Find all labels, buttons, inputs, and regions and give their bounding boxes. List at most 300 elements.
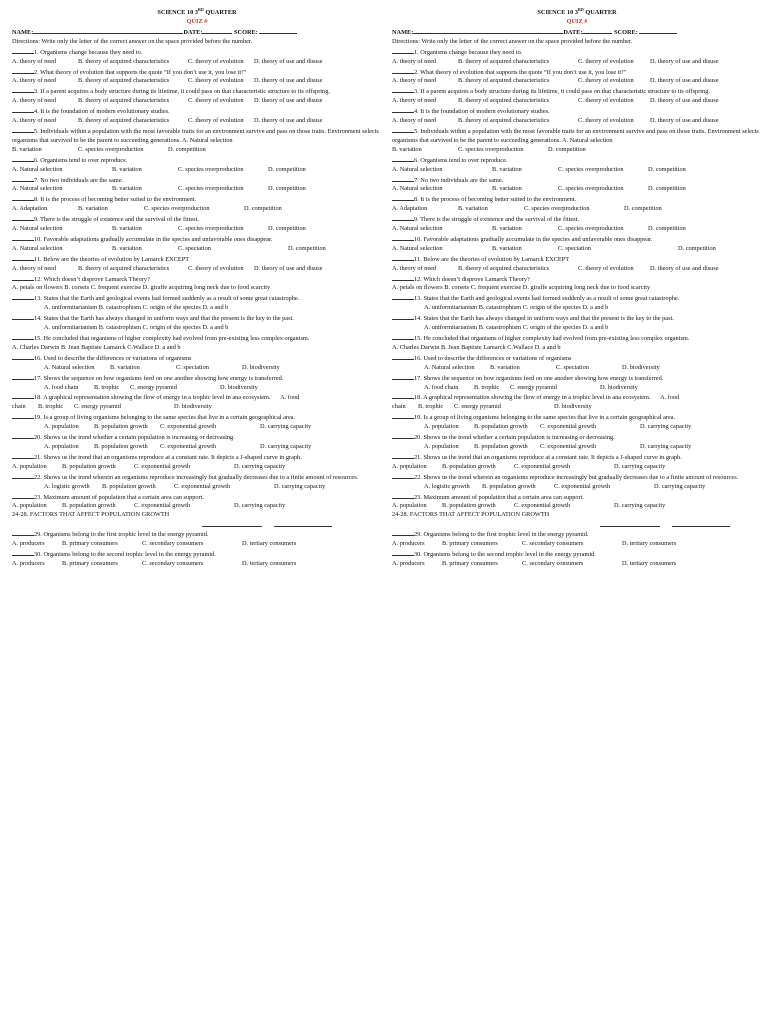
choice-c: C. species overproduction (458, 145, 524, 153)
question-18 (12, 392, 382, 403)
answer-blank[interactable] (12, 529, 34, 536)
choice-c: C. exponential growth (540, 442, 597, 450)
score-label: SCORE: (234, 28, 258, 36)
choice-c: C. theory of evolution (578, 57, 634, 65)
choice-d: D. tertiary consumers (242, 559, 297, 567)
answer-blank[interactable] (392, 549, 414, 556)
choice-d: D. theory of use and disuse (650, 117, 719, 125)
question-12 (12, 274, 382, 285)
choice-b: B. trophic (474, 383, 500, 391)
choices-9 (392, 225, 762, 234)
choice-b: B. trophic (418, 403, 444, 411)
choice-b: B. population growth (94, 423, 148, 431)
choice-c: C. exponential growth (174, 482, 231, 490)
answer-blank[interactable] (392, 67, 414, 74)
choice-a: A. Adaptation (392, 205, 428, 213)
choice-d: D. biodiversity (174, 403, 212, 411)
question-17 (392, 373, 762, 384)
factors-blanks (392, 520, 762, 529)
question-text: 9. There is the struggle of existence and the survival of the fittest. (34, 216, 199, 224)
question-21 (392, 452, 762, 463)
question-text: 23. Maximum amount of population that a certain area can support. (414, 493, 584, 501)
choice-d: D. competition (244, 205, 282, 213)
choice-c: C. speciation (178, 244, 211, 252)
question-17 (12, 373, 382, 384)
choice-c: C. exponential growth (514, 502, 571, 510)
choice-c: C. energy pyramid (74, 403, 121, 411)
choice-d: D. competition (648, 165, 686, 173)
answer-blank[interactable] (392, 293, 414, 300)
choices-2 (392, 77, 762, 86)
choices-11 (12, 265, 382, 274)
choice-c: C. theory of evolution (188, 97, 244, 105)
quarter-label: QUARTER (203, 9, 237, 17)
answer-blank[interactable] (392, 392, 414, 399)
choices-29 (392, 540, 762, 549)
date-label: DATE: (563, 28, 583, 36)
question-8 (392, 194, 762, 205)
question-text: 21. Shows us the trend that an organisms reproduce at a constant rate. It depicts a J-shaped curve in graph. (414, 453, 682, 461)
choice-d: D. competition (548, 145, 586, 153)
choice-b: B. primary consumers (62, 559, 118, 567)
choice-a: A. population (44, 442, 79, 450)
choice-d: D. biodiversity (600, 383, 638, 391)
answer-blank[interactable] (392, 194, 414, 201)
answer-blank[interactable] (12, 293, 34, 300)
answer-blank[interactable] (12, 549, 34, 556)
question-text: 21. Shows us the trend that an organisms reproduce at a constant rate. It depicts a J-shaped curve in graph. (34, 453, 302, 461)
question-4 (12, 106, 382, 117)
choice-c: C. secondary consumers (142, 540, 204, 548)
choice-a: A. theory of need (392, 77, 437, 85)
question-text: 7. No two individuals are the same. (34, 176, 124, 184)
answer-blank[interactable] (12, 432, 34, 439)
choice-b: B. population growth (442, 462, 496, 470)
choice-d: D. tertiary consumers (622, 540, 677, 548)
factors-heading: 24-28. FACTORS THAT AFFECT POPULATION GROWTH (392, 511, 550, 519)
question-text: 29. Organisms belong to the first trophic level in the energy pyramid. (34, 531, 209, 539)
question-10 (12, 234, 382, 245)
question-text: 4. It is the foundation of modern evolutionary studies. (34, 108, 170, 116)
choices-15: A. Charles Darwin B. Jean Baptiste Lamarck C.Wallace D. a and b (12, 343, 181, 351)
question-text: 4. It is the foundation of modern evolutionary studies. (414, 108, 550, 116)
choice-a: A. food (660, 394, 680, 402)
question-text: 11. Below are the theories of evolution by Lamarck EXCEPT (414, 255, 570, 263)
choice-d: D. biodiversity (622, 363, 660, 371)
answer-blank[interactable] (12, 333, 34, 340)
choices-3 (12, 97, 382, 106)
question-7 (392, 175, 762, 186)
question-text: 17. Shows the sequence on how organisms feed on one another showing how energy is transferred. (34, 374, 284, 382)
choice-d: D. competition (268, 225, 306, 233)
question-23 (392, 492, 762, 503)
answer-blank[interactable] (12, 155, 34, 162)
choice-a: A. population (392, 502, 427, 510)
choice-a: A. population (424, 442, 459, 450)
choice-d: D. carrying capacity (640, 442, 692, 450)
question-2 (392, 67, 762, 78)
question-text: 23. Maximum amount of population that a certain area can support. (34, 493, 204, 501)
choice-d: D. carrying capacity (260, 442, 312, 450)
choice-b: B. theory of acquired characteristics (78, 57, 170, 65)
question-21 (12, 452, 382, 463)
answer-blank[interactable] (392, 492, 414, 499)
choices-13: A. uniformitarianism B. catastrophism C. origin of the species D. a and b (44, 304, 229, 312)
answer-blank[interactable] (12, 126, 34, 133)
choice-c: C. species overproduction (178, 165, 244, 173)
answer-blank[interactable] (12, 353, 34, 360)
choice-c: C. theory of evolution (188, 77, 244, 85)
question-text: 6. Organisms tend to over reproduce. (414, 156, 508, 164)
quiz-number (12, 18, 382, 27)
choice-d: D. theory of use and disuse (650, 77, 719, 85)
choice-b: B. variation (490, 363, 520, 371)
question-text: 13. States that the Earth and geological events had formed suddenly as a result of some great catastrophe. (34, 295, 300, 303)
choice-b: B. theory of acquired characteristics (78, 97, 170, 105)
choice-a: A. food chain (424, 383, 459, 391)
answer-blank[interactable] (392, 155, 414, 162)
answer-blank[interactable] (12, 492, 34, 499)
answer-blank[interactable] (392, 234, 414, 241)
choices-16 (12, 364, 382, 373)
choice-b: B. variation (492, 165, 522, 173)
question-30 (392, 549, 762, 560)
choices-22 (392, 483, 762, 492)
question-13 (392, 293, 762, 304)
answer-blank[interactable] (12, 86, 34, 93)
question-19 (12, 412, 382, 423)
choice-a: A. Natural selection (182, 136, 233, 144)
choices-10 (12, 245, 382, 254)
choice-a: A. Natural selection (12, 225, 63, 233)
answer-blank[interactable] (392, 353, 414, 360)
score-blank[interactable] (259, 27, 297, 34)
answer-blank[interactable] (12, 254, 34, 261)
question-text: 30. Organisms belong to the second trophic level in the energy pyramid. (414, 551, 596, 559)
question-29 (12, 529, 382, 540)
question-text: 22. Shows us the trend wherein an organisms reproduce increasingly but gradually decreases due to a finite amount of resources. (414, 473, 739, 481)
choice-b: B. population growth (102, 482, 156, 490)
question-text: 8. It is the process of becoming better suited to the environment. (414, 196, 577, 204)
choice-b: B. theory of acquired characteristics (78, 264, 170, 272)
choice-a: A. population (424, 423, 459, 431)
question-23 (12, 492, 382, 503)
choices-21 (392, 463, 762, 472)
question-1 (12, 47, 382, 58)
choice-a: A. Natural selection (392, 244, 443, 252)
choice-d: D. theory of use and disuse (650, 264, 719, 272)
choices-2 (12, 77, 382, 86)
choices-11 (392, 265, 762, 274)
choices-16 (392, 364, 762, 373)
choice-a: A. theory of need (392, 264, 437, 272)
choice-c: C. species overproduction (144, 205, 210, 213)
quarter-label: QUARTER (583, 9, 617, 17)
question-3 (12, 86, 382, 97)
question-9 (12, 214, 382, 225)
question-4 (392, 106, 762, 117)
choice-a: A. theory of need (12, 117, 57, 125)
factors-blanks (12, 520, 382, 529)
choice-d: D. carrying capacity (654, 482, 706, 490)
answer-blank[interactable] (392, 86, 414, 93)
answer-blank[interactable] (12, 67, 34, 74)
question-text: 11. Below are the theories of evolution by Lamarck EXCEPT (34, 255, 190, 263)
choice-b: B. trophic (38, 403, 64, 411)
choices-8 (12, 205, 382, 214)
answer-blank[interactable] (12, 313, 34, 320)
choice-d: D. carrying capacity (614, 502, 666, 510)
answer-blank[interactable] (392, 412, 414, 419)
question-text: 16. Used to describe the differences or variations of organisms (414, 354, 572, 362)
name-label: NAME: (12, 28, 34, 36)
question-text: 22. Shows us the trend wherein an organisms reproduce increasingly but gradually decreases due to a finite amount of resources. (34, 473, 359, 481)
answer-blank[interactable] (12, 392, 34, 399)
choices-30 (392, 560, 762, 569)
choice-a: A. Natural selection (12, 244, 63, 252)
answer-blank[interactable] (12, 47, 34, 54)
choice-d: D. carrying capacity (614, 462, 666, 470)
choice-b: B. population growth (474, 423, 528, 431)
answer-blank[interactable] (392, 333, 414, 340)
choice-c: C. species overproduction (178, 185, 244, 193)
answer-blank[interactable] (202, 520, 262, 527)
name-blank[interactable] (413, 27, 563, 34)
name-date-score-row (12, 27, 382, 38)
choices-9 (12, 225, 382, 234)
question-text: 3. If a parent acquires a body structure during its lifetime, it could pass on that characteristic structure to its offspring. (34, 88, 330, 96)
choice-c: C. species overproduction (78, 145, 144, 153)
choice-b: B. variation (492, 244, 522, 252)
answer-blank[interactable] (392, 214, 414, 221)
choice-d: D. carrying capacity (260, 423, 312, 431)
choices-23 (392, 502, 762, 511)
question-text: 16. Used to describe the differences or variations of organisms (34, 354, 192, 362)
choice-c: C. exponential growth (160, 423, 217, 431)
question-text: 3. If a parent acquires a body structure during its lifetime, it could pass on that characteristic structure to its offspring. (414, 88, 710, 96)
choice-b: B. population growth (442, 502, 496, 510)
answer-blank[interactable] (392, 432, 414, 439)
question-text: 5. Individuals within a population with the most favorable traits for an environment survive and pass on those traits. Environment selects organisms that survived to be the parent to succeeding generations. (12, 127, 379, 144)
choice-a-continued: chain (12, 403, 26, 411)
choice-c: C. species overproduction (558, 225, 624, 233)
choices-6 (12, 166, 382, 175)
choice-a: A. food (280, 394, 300, 402)
choice-d: D. tertiary consumers (622, 559, 677, 567)
choice-c: C. theory of evolution (578, 117, 634, 125)
date-blank[interactable] (582, 27, 612, 34)
question-text: 15. He concluded that organisms of higher complexity had evolved from pre-existing less complex organism. (34, 335, 310, 342)
directions: Directions: Write only the letter of the correct answer on the space provided before the number. (12, 37, 253, 45)
choice-a: A. logistic growth (424, 482, 470, 490)
answer-blank[interactable] (392, 106, 414, 113)
choice-a: A. theory of need (12, 264, 57, 272)
choice-d: D. biodiversity (242, 363, 280, 371)
choice-d: D. biodiversity (554, 403, 592, 411)
choice-c: C. speciation (558, 244, 591, 252)
answer-blank[interactable] (392, 274, 414, 281)
choice-b: B. population growth (482, 482, 536, 490)
choice-b: B. theory of acquired characteristics (458, 57, 550, 65)
question-15 (392, 333, 762, 344)
question-16 (392, 353, 762, 364)
choice-a: A. theory of need (392, 97, 437, 105)
choices-12: A. petals on flowers B. corsets C. frequent exercise D. giraffe acquiring long neck due to food scarcity (392, 284, 651, 292)
answer-blank[interactable] (392, 175, 414, 182)
answer-blank[interactable] (274, 520, 332, 527)
choices-4 (392, 117, 762, 126)
question-text: 2. What theory of evolution that supports the quote “If you don’t use it, you lose it!” (414, 68, 627, 76)
choice-b: B. population growth (94, 442, 148, 450)
question-text: 5. Individuals within a population with the most favorable traits for an environment survive and pass on those traits. Environment selects organisms that survived to be the parent to succeeding generations. (392, 127, 759, 144)
answer-blank[interactable] (672, 520, 730, 527)
answer-blank[interactable] (600, 520, 660, 527)
choice-b: B. theory of acquired characteristics (458, 77, 550, 85)
choice-d: D. competition (648, 185, 686, 193)
question-6 (392, 155, 762, 166)
question-text: 8. It is the process of becoming better suited to the environment. (34, 196, 197, 204)
answer-blank[interactable] (392, 472, 414, 479)
choices-23 (12, 502, 382, 511)
question-text: 1. Organisms change because they need to. (414, 48, 523, 56)
question-5 (392, 126, 762, 146)
choices-22 (12, 483, 382, 492)
choice-d: D. theory of use and disuse (254, 57, 323, 65)
answer-blank[interactable] (12, 274, 34, 281)
choices-7 (392, 185, 762, 194)
question-30 (12, 549, 382, 560)
choices-14: A. uniformitarianism B. catastrophism C. origin of the species D. a and b (424, 324, 609, 332)
answer-blank[interactable] (392, 452, 414, 459)
question-2 (12, 67, 382, 78)
choices-10 (392, 245, 762, 254)
choice-a: A. food chain (44, 383, 79, 391)
choice-b: B. population growth (62, 502, 116, 510)
choice-b: B. variation (112, 165, 142, 173)
choices-12: A. petals on flowers B. corsets C. frequent exercise D. giraffe acquiring long neck due to food scarcity (12, 284, 271, 292)
question-18 (392, 392, 762, 403)
date-label: DATE: (183, 28, 203, 36)
choices-18 (392, 403, 762, 412)
question-8 (12, 194, 382, 205)
choice-a: A. population (392, 462, 427, 470)
answer-blank[interactable] (392, 126, 414, 133)
answer-blank[interactable] (12, 214, 34, 221)
choice-d: D. theory of use and disuse (650, 57, 719, 65)
answer-blank[interactable] (12, 412, 34, 419)
choice-a: A. population (12, 462, 47, 470)
choice-d: D. carrying capacity (274, 482, 326, 490)
choice-c: C. species overproduction (558, 165, 624, 173)
question-10 (392, 234, 762, 245)
choice-d: D. competition (268, 165, 306, 173)
choice-b: B. variation (78, 205, 108, 213)
choice-b: B. theory of acquired characteristics (458, 264, 550, 272)
question-19 (392, 412, 762, 423)
question-text: 10. Favorable adaptations gradually accumulate in the species and unfavorable ones disappear. (414, 235, 653, 243)
question-text: 15. He concluded that organisms of higher complexity had evolved from pre-existing less complex organism. (414, 335, 690, 342)
choice-d: D. carrying capacity (640, 423, 692, 431)
answer-blank[interactable] (12, 452, 34, 459)
choices-15: A. Charles Darwin B. Jean Baptiste Lamarck C.Wallace D. a and b (392, 343, 561, 351)
choices-17 (12, 384, 382, 393)
question-text: 29. Organisms belong to the first trophic level in the energy pyramid. (414, 531, 589, 539)
score-blank[interactable] (639, 27, 677, 34)
choice-d: D. tertiary consumers (242, 540, 297, 548)
answer-blank[interactable] (392, 529, 414, 536)
choices-1 (12, 58, 382, 67)
answer-blank[interactable] (392, 313, 414, 320)
choice-c: C. speciation (556, 363, 589, 371)
question-1 (392, 47, 762, 58)
answer-blank[interactable] (12, 234, 34, 241)
question-3 (392, 86, 762, 97)
choices-30 (12, 560, 382, 569)
choice-c: C. theory of evolution (578, 264, 634, 272)
name-date-score-row (392, 27, 762, 38)
date-blank[interactable] (202, 27, 232, 34)
choice-c: C. secondary consumers (142, 559, 204, 567)
question-14 (392, 313, 762, 324)
choice-c: C. exponential growth (514, 462, 571, 470)
choice-b: B. theory of acquired characteristics (78, 117, 170, 125)
choices-21 (12, 463, 382, 472)
choice-d: D. competition (288, 244, 326, 252)
choices-19 (12, 423, 382, 432)
choice-a: A. Natural selection (44, 363, 95, 371)
choices-13: A. uniformitarianism B. catastrophism C. origin of the species D. a and b (424, 304, 609, 312)
choice-b: B. variation (392, 145, 422, 153)
choice-a: A. theory of need (392, 117, 437, 125)
answer-blank[interactable] (392, 47, 414, 54)
answer-blank[interactable] (12, 194, 34, 201)
answer-blank[interactable] (392, 373, 414, 380)
quiz-label: QUIZ # (186, 18, 208, 25)
answer-blank[interactable] (12, 106, 34, 113)
answer-blank[interactable] (12, 373, 34, 380)
question-text: 14. States that the Earth has always changed in uniform ways and that the present is the key to the past. (34, 315, 294, 323)
question-text: 2. What theory of evolution that supports the quote “If you don’t use it, you lose it!” (34, 68, 247, 76)
question-22 (12, 472, 382, 483)
factors-heading: 24-28. FACTORS THAT AFFECT POPULATION GROWTH (12, 511, 170, 519)
choice-b: B. theory of acquired characteristics (458, 97, 550, 105)
choice-a: A. Natural selection (392, 165, 443, 173)
choices-7 (12, 185, 382, 194)
question-text: 1. Organisms change because they need to. (34, 48, 143, 56)
choice-c: C. species overproduction (178, 225, 244, 233)
choice-d: D. theory of use and disuse (254, 264, 323, 272)
question-text: 13. States that the Earth and geological events had formed suddenly as a result of some great catastrophe. (414, 295, 680, 303)
choice-a: A. producers (12, 540, 45, 548)
choice-c: C. theory of evolution (188, 57, 244, 65)
question-text: 18. A graphical representation showing the flow of energy in a trophic level in ana ecosystem. (414, 394, 651, 402)
answer-blank[interactable] (12, 472, 34, 479)
question-29 (392, 529, 762, 540)
choice-a: A. logistic growth (44, 482, 90, 490)
choice-b: B. theory of acquired characteristics (78, 77, 170, 85)
choices-6 (392, 166, 762, 175)
choice-d: D. theory of use and disuse (254, 77, 323, 85)
answer-blank[interactable] (12, 175, 34, 182)
question-20 (392, 432, 762, 443)
choice-c: C. energy pyramid (510, 383, 557, 391)
question-7 (12, 175, 382, 186)
name-blank[interactable] (33, 27, 183, 34)
question-text: 18. A graphical representation showing the flow of energy in a trophic level in ana ecosystem. (34, 394, 271, 402)
choices-29 (12, 540, 382, 549)
answer-blank[interactable] (392, 254, 414, 261)
choice-c: C. exponential growth (134, 502, 191, 510)
